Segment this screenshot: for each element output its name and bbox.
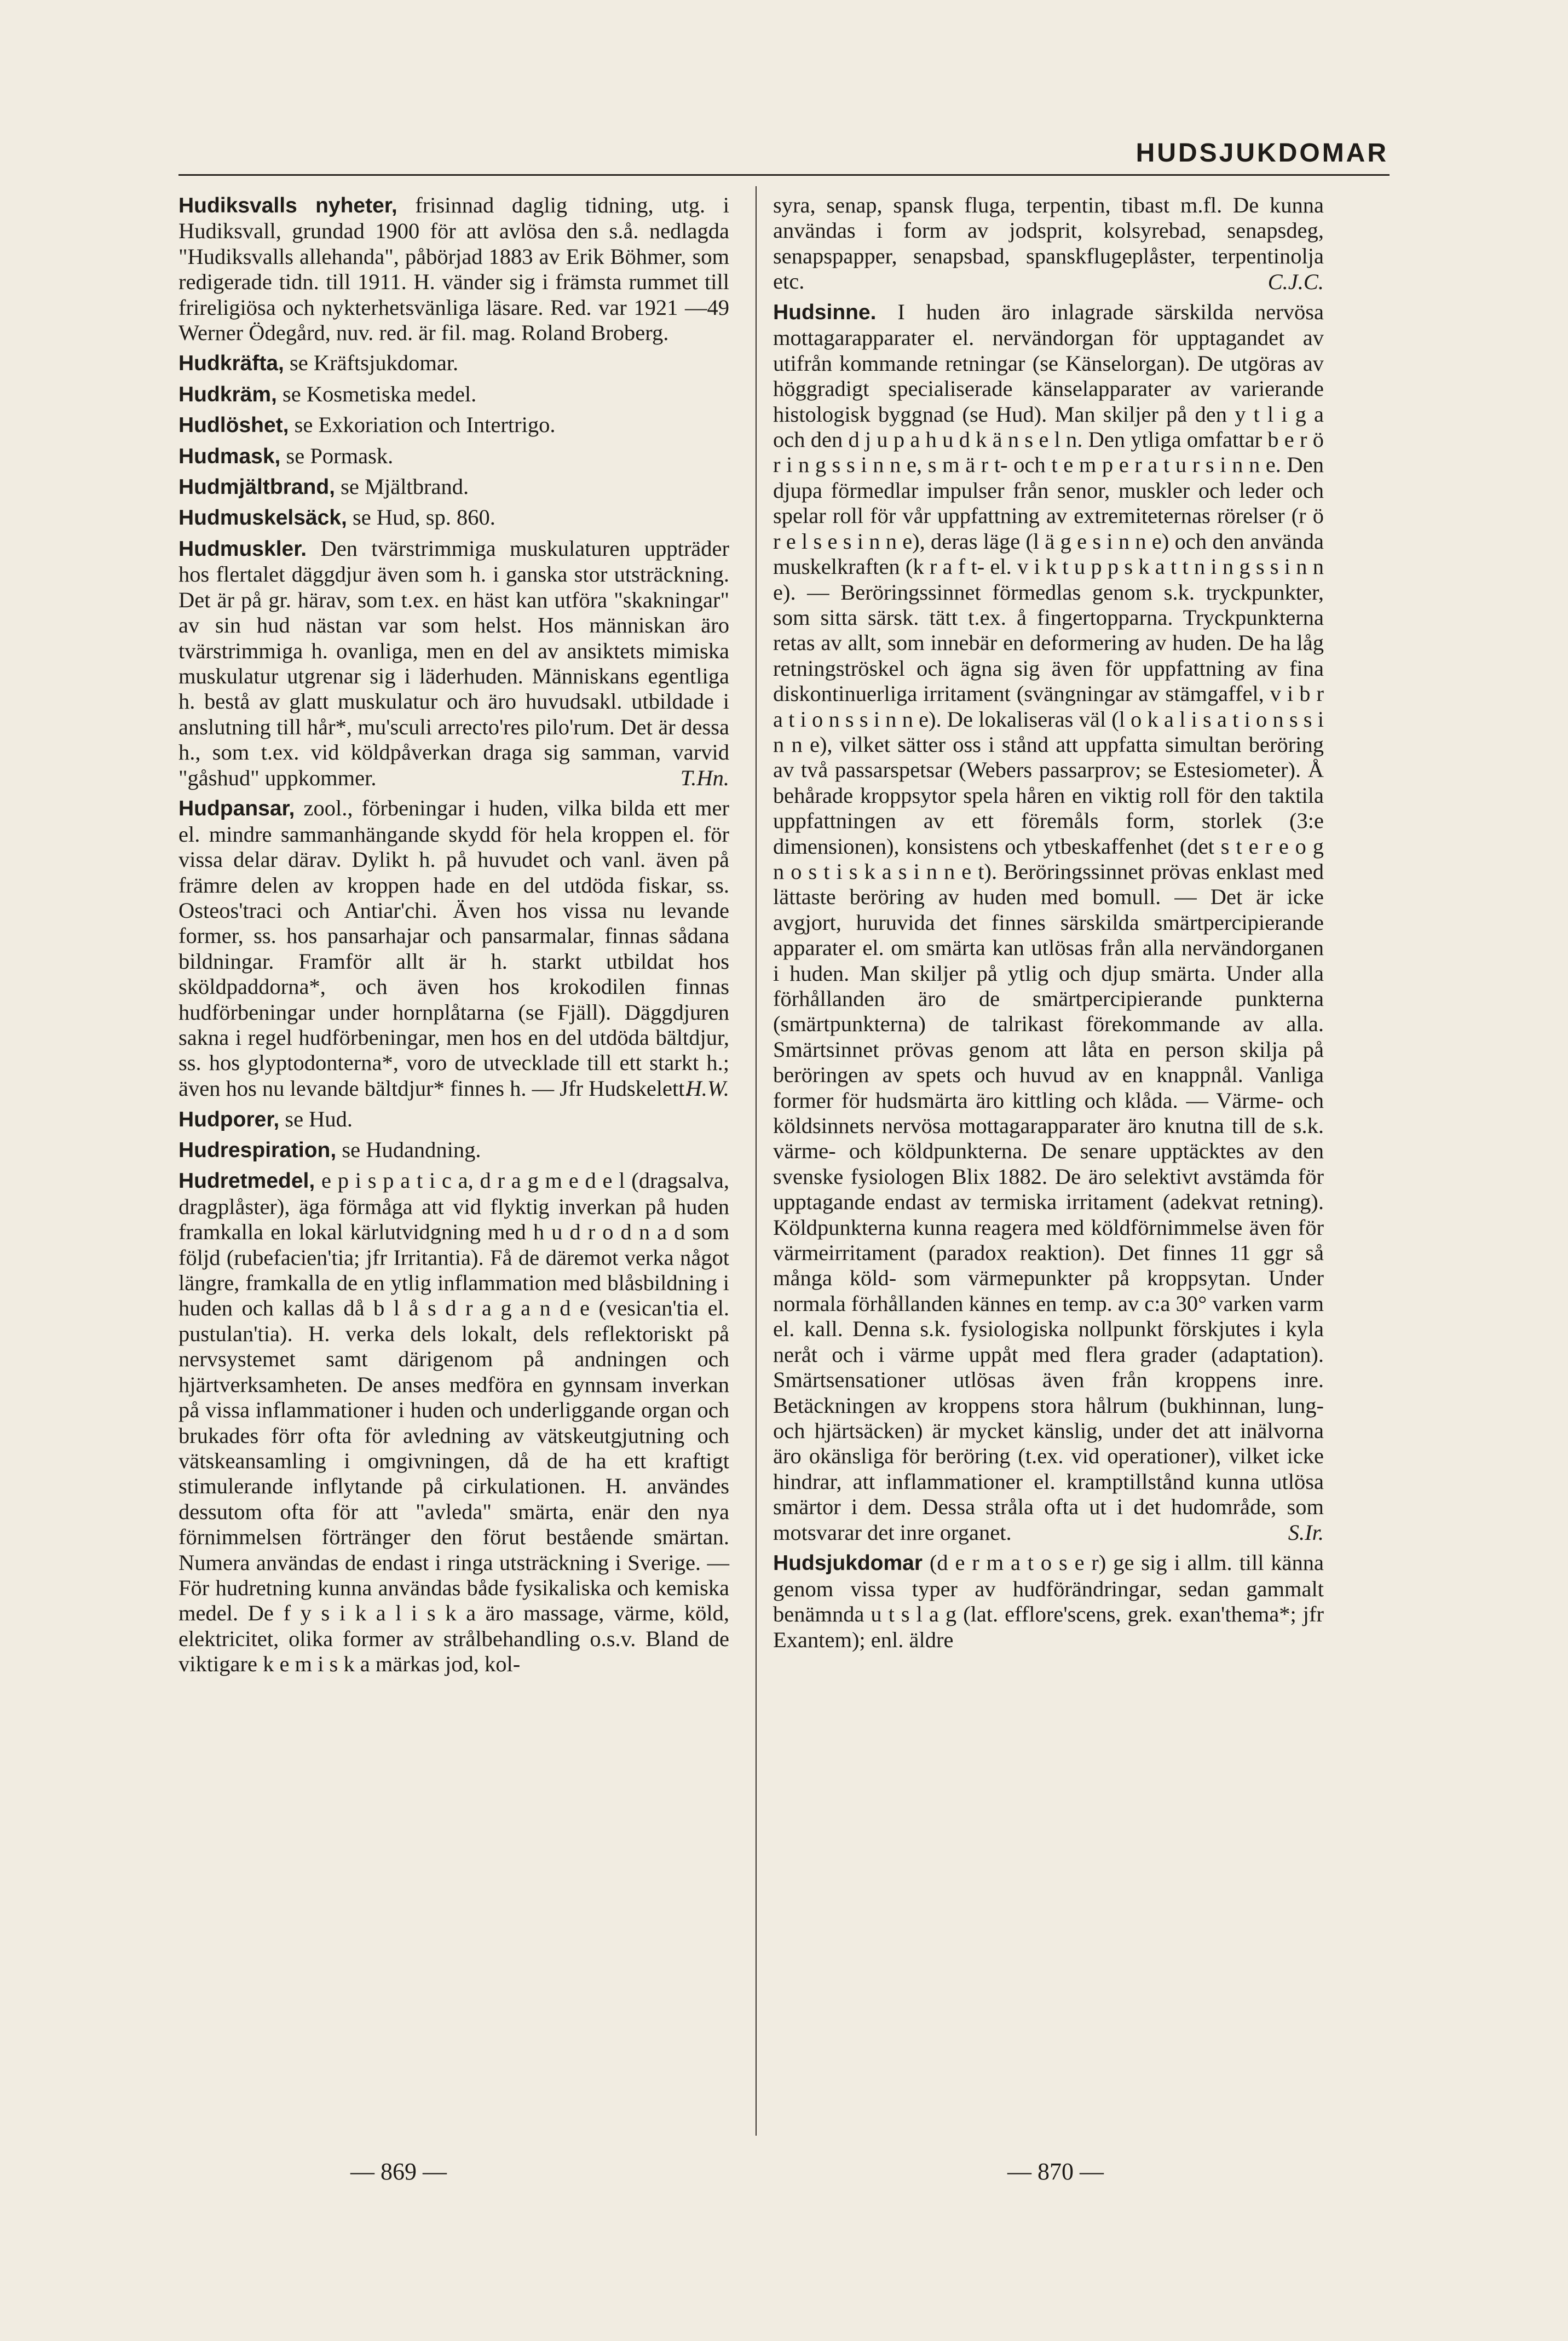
entry-text: se Hud. <box>285 1106 353 1131</box>
author-signature: H.W. <box>685 1076 729 1101</box>
headword: Hudmuskler. <box>178 537 307 561</box>
entry-text: se Kosmetiska medel. <box>283 381 477 406</box>
headword: Hudsinne. <box>773 301 877 325</box>
entry <box>178 474 729 500</box>
entry-text: se Pormask. <box>286 443 394 468</box>
headword: Hudkräm, <box>178 382 277 406</box>
entry <box>178 193 729 346</box>
author-signature: T.Hn. <box>680 765 729 790</box>
author-signature: C.J.C. <box>1267 269 1324 294</box>
entry <box>178 1107 729 1132</box>
entry-text: se Mjältbrand. <box>341 474 469 499</box>
entry-text: I huden äro inlagrade särskilda nervösa mottagarapparater el. nervändorgan för upptagandet av utifrån kommande retningar (se Känselorgan). De utgöras av höggradigt specialiserade känselapparater av varierande histologisk byggnad (se Hud). Man skiljer på den y t l i g a och den d j u p a h u d k ä n s e l n. Den ytliga omfattar b e r ö r i n g s s i n n e, s m ä r t- och t e m p e r a t u r s i n n e. Den djupa förmedlar impulser från senor, muskler och leder och spelar roll för vår uppfattning av extremiteternas rörelser (r ö r e l s e s i n n e), deras läge (l ä g e s i n n e) och den använda muskelkraften (k r a f t- el. v i k t u p p s k a t t n i n g s s i n n e). — Beröringssinnet förmedlas genom s.k. tryckpunkter, som sitta särsk. tätt t.ex. å fingertopparna. Tryckpunkterna retas av allt, som innebär en deformering av huden. De ha låg retningströskel och ägna sig även för uppfattning av fina diskontinuerliga irritament (svängningar av stämgaffel, v i b r a t i o n s s i n n e). De lokaliseras väl (l o k a l i s a t i o n s s i n n e), vilket sätter oss i stånd att uppfatta simultan beröring av två passarspetsar (Webers passarprov; se Estesiometer). Å behårade kroppsytor spela håren en viktig roll för den taktila uppfattningen av ett föremåls form, storlek (3:e dimensionen), konsistens och ytbeskaffenhet (det s t e r e o g n o s t i s k a s i n n e t). Beröringssinnet prövas enklast med lättaste beröring av huden med bomull. — Det är icke avgjort, huruvida det finnes särskilda smärtpercipierande apparater el. om smärta kan utlösas från alla nervändorganen i huden. Man skiljer på ytlig och djup smärta. Under alla förhållanden äro de smärtpercipierande punkterna (smärtpunkterna) de talrikast förekommande av alla. Smärtsinnet prövas genom att låta en person skilja på beröringen av spets och huvud av en knappnål. Vanliga former för hudsmärta äro kittling och klåda. — Värme- och köldsinnets nervösa mottagarapparater äro knutna till de s.k. värme- och köldpunkterna. De senare upptäcktes av den svenske fysiologen Blix 1882. De äro selektivt avstämda för upptagande endast av termiska irritament (adekvat retning). Köldpunkterna kunna reagera med köldförnimmelse även för värmeirritament (paradox reaktion). Det finnes 11 ggr så många köld- som värmepunkter på kroppsytan. Under normala förhållanden kännes en temp. av c:a 30° varken varm el. kall. Denna s.k. fysiologiska nollpunkt förskjutes i kyla neråt och i värme uppåt med flera grader (adaptation). Smärtsensationer utlösas även från kroppens inre. Betäckningen av kroppens stora hålrum (bukhinnan, lung- och hjärtsäcken) är mycket känslig, under det att inälvorna äro okänsliga för beröring (t.ex. vid operationer), vilket icke hindrar, att inflammationer el. kramptillstånd kunna utlösa smärtor i dem. Dessa stråla ofta ut i det hudområde, som motsvarar det inre organet. <box>773 300 1324 1545</box>
page-number-left: — 869 — <box>350 2158 447 2185</box>
headword: Hudporer, <box>178 1107 280 1131</box>
entry-text: (d e r m a t o s e r) ge sig i allm. till känna genom vissa typer av hudförändringar, sedan gammalt benämnda u t s l a g (lat. efflore'scens, grek. exan'thema*; jfr Exantem); enl. äldre <box>773 1550 1324 1652</box>
right-column <box>773 193 1324 1658</box>
entry <box>178 505 729 531</box>
headword: Hudkräfta, <box>178 352 284 376</box>
headword: Hudmjältbrand, <box>178 475 336 499</box>
page-number-right: — 870 — <box>1007 2158 1104 2185</box>
headword: Hudpansar, <box>178 797 295 821</box>
headword: Hudmask, <box>178 444 281 468</box>
entry-text: se Exkoriation och Intertrigo. <box>294 412 556 438</box>
entry <box>178 382 729 407</box>
author-signature: S.Ir. <box>1288 1520 1324 1545</box>
header-rule <box>178 174 1390 176</box>
left-column <box>178 193 729 1682</box>
entry <box>178 1168 729 1677</box>
entry <box>178 536 729 791</box>
entry <box>773 193 1324 295</box>
headword: Hudiksvalls nyheter, <box>178 194 397 217</box>
headword: Hudrespiration, <box>178 1138 337 1163</box>
entry-text: se Kräftsjukdomar. <box>290 350 459 376</box>
entry-text: Den tvärstrimmiga muskulaturen uppträder hos flertalet däggdjur även som h. i ganska stor utsträckning. Det är på gr. härav, som t.ex. en häst kan utföra "skakningar" av sin hud nästan var som helst. Hos människan äro tvärstrimmiga h. ovanliga, men en del av ansiktets mimiska muskulatur utgrenar sig i läderhuden. Människans egentliga h. bestå av glatt muskulatur och äro huvudsakl. utbildade i anslutning till hår*, mu'sculi arrecto'res pilo'rum. Det är dessa h., som t.ex. vid köldpåverkan draga sig samman, varvid "gåshud" uppkommer. <box>178 536 729 790</box>
entry <box>178 412 729 438</box>
headword: Hudmuskelsäck, <box>178 506 347 530</box>
entry <box>178 1137 729 1163</box>
headword: Hudlöshet, <box>178 413 289 438</box>
entry <box>773 1550 1324 1653</box>
entry <box>178 350 729 376</box>
entry-text: e p i s p a t i c a, d r a g m e d e l (dragsalva, dragplåster), äga förmåga att vid flyktig inverkan på huden framkalla en lokal kärlutvidgning med h u d r o d n a d som följd (rubefacien'tia; jfr Irritantia). Få de däremot verka något längre, framkalla de en ytlig inflammation med blåsbildning i huden och kallas då b l å s d r a g a n d e (vesican'tia el. pustulan'tia). H. verka dels lokalt, dels reflektoriskt på nervsystemet samt därigenom på andningen och hjärtverksamheten. De anses medföra en gynnsam inverkan på vissa inflammationer i huden och underliggande organ och brukades förr ofta för avledning av vätskeutgjutning och vätskeansamling i omgivningen, då de ha ett kraftigt stimulerande inflytande på cirkulationen. H. användes dessutom ofta för att "avleda" smärta, enär den nya förnimmelsen förtränger den förut bestående smärtan. Numera användas de endast i ringa utsträckning i Sverige. — För hudretning kunna användas både fysikaliska och kemiska medel. De f y s i k a l i s k a äro massage, värme, köld, elektricitet, olika former av strålbehandling o.s.v. Bland de viktigare k e m i s k a märkas jod, kol- <box>178 1168 730 1677</box>
running-head: HUDSJUKDOMAR <box>1135 139 1388 168</box>
column-divider <box>756 186 757 2136</box>
entry-text: syra, senap, spansk fluga, terpentin, tibast m.fl. De kunna användas i form av jodsprit, kolsyrebad, senapsdeg, senapspapper, senapsbad, spanskflugeplåster, terpentinolja etc. <box>773 193 1324 294</box>
entry-text: frisinnad daglig tidning, utg. i Hudiksvall, grundad 1900 för att avlösa den s.å. nedlagda "Hudiksvalls allehanda", påbörjad 1883 av Erik Böhmer, som redigerade tidn. till 1911. H. vänder sig i främsta rummet till frireligiösa och nykterhetsvänliga läsare. Red. var 1921 —49 Werner Ödegård, nuv. red. är fil. mag. Roland Broberg. <box>178 193 729 346</box>
entry-text: zool., förbeningar i huden, vilka bilda ett mer el. mindre sammanhängande skydd för hela kroppen el. för vissa delar därav. Dylikt h. på huvudet och vanl. även på främre delen av kroppen hade en del utdöda fiskar, ss. Osteos'traci och Antiar'chi. Även hos vissa nu levande former, ss. hos pansarhajar och pansarmalar, finnas sådana bildningar. Framför allt är h. starkt utbildat hos sköldpaddorna*, och även hos krokodilen finnas hudförbeningar under hornplåtarna (se Fjäll). Däggdjuren sakna i regel hudförbeningar, men hos en del utdöda bältdjur, ss. hos glyptodonterna*, voro de utvecklade till ett starkt h.; även hos nu levande bältdjur* finnes h. — Jfr Hudskelett. <box>178 796 730 1101</box>
entry <box>178 796 729 1101</box>
headword: Hudretmedel, <box>178 1169 315 1193</box>
entry <box>773 300 1324 1545</box>
entry <box>178 444 729 469</box>
entry-text: se Hudandning. <box>342 1137 481 1163</box>
headword: Hudsjukdomar <box>773 1551 923 1575</box>
entry-text: se Hud, sp. 860. <box>352 505 495 530</box>
